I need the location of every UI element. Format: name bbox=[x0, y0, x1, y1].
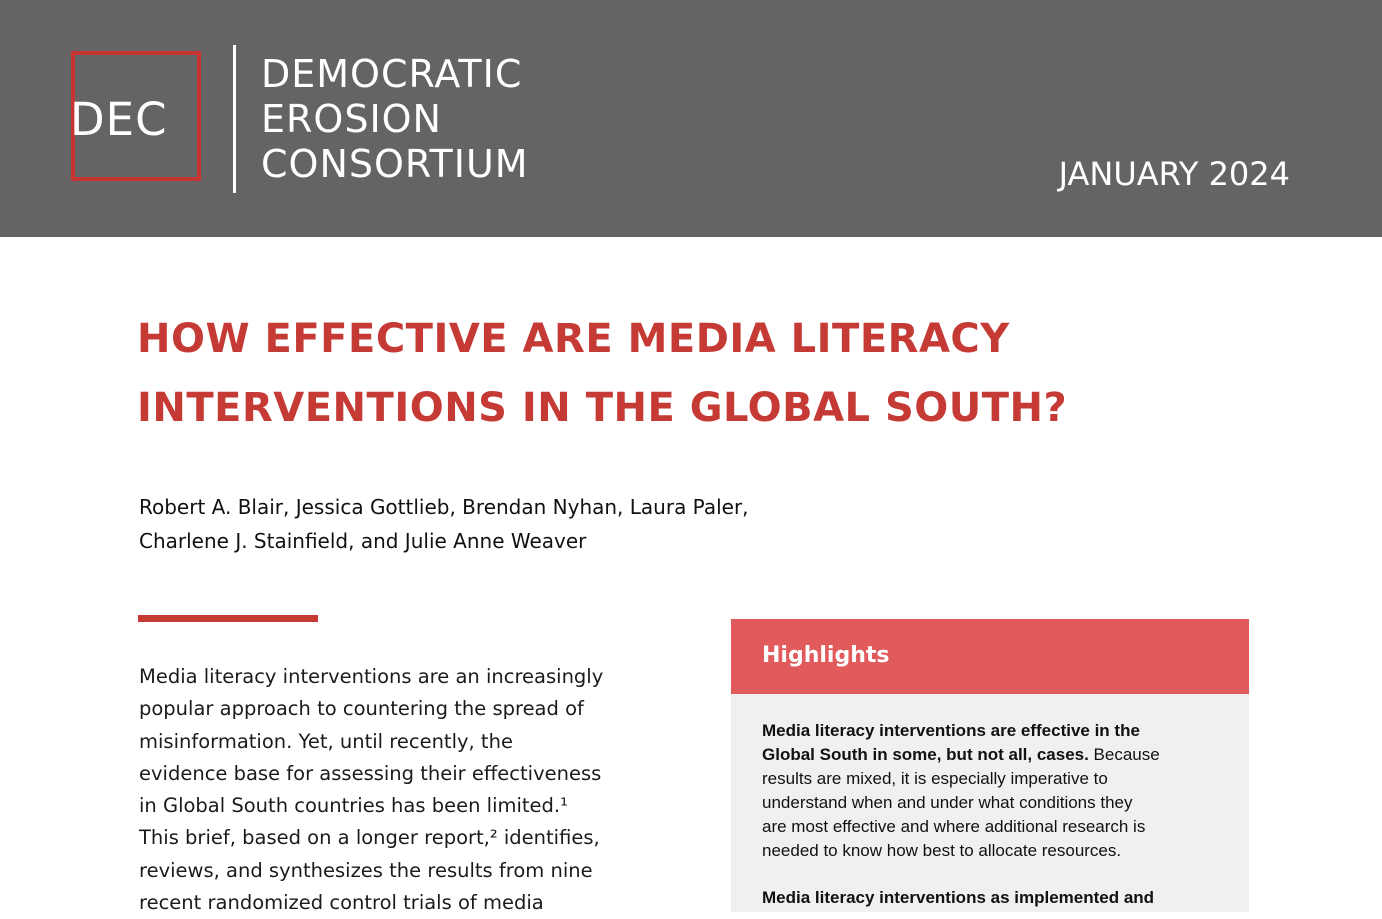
publication-date: JANUARY 2024 bbox=[1058, 155, 1290, 193]
body-line: reviews, and synthesizes the results from nine bbox=[139, 858, 593, 882]
authors bbox=[139, 490, 749, 558]
body-line: This brief, based on a longer report,² identifies, bbox=[139, 826, 600, 850]
highlight-gap bbox=[762, 863, 1232, 886]
highlight-line bbox=[762, 743, 1232, 767]
highlight-bold: Global South in some, but not all, cases. bbox=[762, 745, 1089, 764]
highlight-line: understand when and under what conditions they bbox=[762, 793, 1133, 812]
header-band bbox=[0, 0, 1382, 237]
intro-paragraph bbox=[139, 661, 699, 919]
highlights-body bbox=[762, 719, 1232, 910]
org-name-line: DEMOCRATIC bbox=[261, 52, 523, 96]
authors-line: Robert A. Blair, Jessica Gottlieb, Brendan Nyhan, Laura Paler, bbox=[139, 495, 749, 519]
body-line: recent randomized control trials of media bbox=[139, 891, 544, 915]
highlight-bold: Media literacy interventions as implemented and bbox=[762, 888, 1155, 907]
title-line: INTERVENTIONS IN THE GLOBAL SOUTH? bbox=[137, 385, 1068, 431]
logo-divider bbox=[233, 45, 236, 193]
logo-mark: DEC bbox=[70, 93, 168, 146]
document-title bbox=[137, 305, 1257, 443]
authors-line: Charlene J. Stainfield, and Julie Anne Weaver bbox=[139, 529, 587, 553]
highlight-line bbox=[762, 719, 1232, 743]
body-line: in Global South countries has been limited.¹ bbox=[139, 794, 568, 818]
highlight-bold: Media literacy interventions are effective in the bbox=[762, 721, 1140, 740]
highlight-line: results are mixed, it is especially imperative to bbox=[762, 769, 1108, 788]
section-rule bbox=[138, 615, 318, 622]
org-name-line: CONSORTIUM bbox=[261, 142, 529, 186]
body-line: misinformation. Yet, until recently, the bbox=[139, 729, 513, 753]
highlights-header bbox=[731, 619, 1249, 694]
highlight-line bbox=[762, 886, 1232, 910]
highlight-line: are most effective and where additional research is bbox=[762, 817, 1146, 836]
body-line: Media literacy interventions are an increasingly bbox=[139, 665, 604, 688]
org-name-line: EROSION bbox=[261, 97, 442, 141]
body-line: evidence base for assessing their effectiveness bbox=[139, 761, 602, 785]
highlights-panel bbox=[731, 619, 1249, 912]
highlights-heading: Highlights bbox=[762, 643, 890, 668]
highlight-text: Because bbox=[1088, 745, 1160, 764]
body-line: popular approach to countering the spread of bbox=[139, 697, 584, 721]
title-line: HOW EFFECTIVE ARE MEDIA LITERACY bbox=[137, 316, 1010, 362]
org-name bbox=[261, 52, 529, 187]
highlight-line: needed to know how best to allocate resources. bbox=[762, 841, 1122, 860]
